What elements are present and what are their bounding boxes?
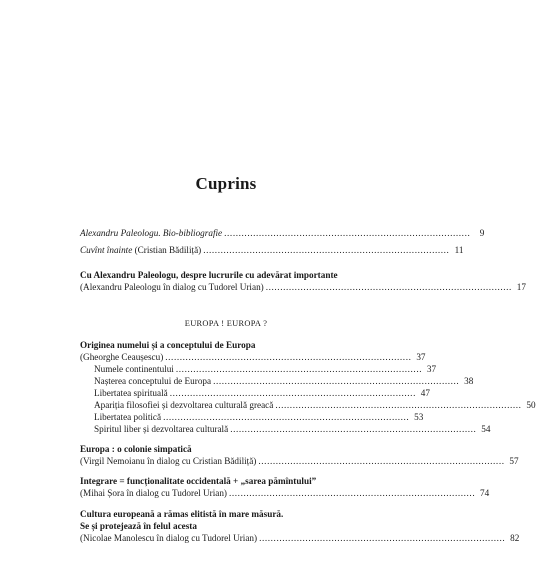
entry-subtitle: (Gheorghe Ceaușescu) xyxy=(80,352,164,362)
page-number: 54 xyxy=(481,424,491,434)
leader-dots: ..................................................................................... xyxy=(163,412,410,422)
toc-subentry xyxy=(94,364,437,375)
toc-subentry xyxy=(94,388,430,399)
leader-dots: ..................................................................................... xyxy=(224,228,471,238)
section-title: EUROPA ! EUROPA ? xyxy=(184,319,268,328)
page-number: 53 xyxy=(414,412,424,422)
toc-entry-origine xyxy=(80,352,426,363)
subentry-label: Nașterea conceptului de Europa xyxy=(94,376,212,386)
toc-entry-colonie xyxy=(80,456,519,467)
leader-dots: ..................................................................................... xyxy=(228,488,476,498)
toc-subentry xyxy=(94,376,474,387)
subentry-label: Libertatea politică xyxy=(94,412,162,422)
toc-heading-cultura-2: Se și protejează în felul acesta xyxy=(80,521,197,531)
entry-title-italic: Cuvînt înainte xyxy=(80,245,133,255)
entry-subtitle: (Alexandru Paleologu în dialog cu Tudorel Urian) xyxy=(80,282,264,292)
toc-entry-cultura xyxy=(80,533,520,544)
entry-title xyxy=(80,245,201,256)
leader-dots: ..................................................................................... xyxy=(213,376,460,386)
leader-dots: ..................................................................................... xyxy=(175,364,423,374)
entry-title: Alexandru Paleologu. Bio-bibliografie xyxy=(80,228,223,238)
entry-subtitle: (Mihai Șora în dialog cu Tudorel Urian) xyxy=(80,488,227,498)
page-number: 74 xyxy=(480,488,490,498)
toc-entry-cuvint xyxy=(80,245,464,256)
page-number: 37 xyxy=(416,352,426,362)
leader-dots: ..................................................................................... xyxy=(230,424,477,434)
leader-dots: ..................................................................................... xyxy=(265,282,512,292)
page-number: 50 xyxy=(526,400,536,410)
page-number: 47 xyxy=(420,388,430,398)
toc-entry-despre xyxy=(80,282,526,293)
page-number: 37 xyxy=(426,364,437,374)
toc-heading-colonie: Europa : o colonie simpatică xyxy=(80,444,192,454)
leader-dots: ..................................................................................... xyxy=(259,533,506,543)
page-number: 9 xyxy=(479,228,485,238)
page-number: 11 xyxy=(454,245,464,255)
leader-dots: ..................................................................................... xyxy=(203,245,450,255)
toc-entry-integrare xyxy=(80,488,490,499)
page-title: Cuprins xyxy=(195,174,257,193)
entry-subtitle: (Virgil Nemoianu în dialog cu Cristian Bădiliță) xyxy=(80,456,257,466)
toc-subentry xyxy=(94,424,491,435)
toc-subentry xyxy=(94,400,536,411)
entry-title-rest: (Cristian Bădiliță) xyxy=(132,245,202,255)
toc-heading-origine: Originea numelui și a conceptului de Europa xyxy=(80,340,256,350)
page-number: 82 xyxy=(510,533,520,543)
subentry-label: Numele continentului xyxy=(94,364,174,374)
subentry-label: Libertatea spirituală xyxy=(94,388,168,398)
toc-subentry xyxy=(94,412,424,423)
toc-heading-cultura-1: Cultura europeană a rămas elitistă în mare măsură. xyxy=(80,509,284,519)
leader-dots: ..................................................................................... xyxy=(165,352,412,362)
subentry-label: Spiritul liber și dezvoltarea culturală xyxy=(94,424,229,434)
leader-dots: ..................................................................................... xyxy=(275,400,522,410)
toc-heading-despre: Cu Alexandru Paleologu, despre lucrurile cu adevărat importante xyxy=(80,270,338,280)
subentry-label: Apariția filosofiei și dezvoltarea culturală greacă xyxy=(94,400,274,410)
leader-dots: ..................................................................................... xyxy=(258,456,505,466)
page-number: 38 xyxy=(464,376,474,386)
leader-dots: ..................................................................................... xyxy=(169,388,416,398)
page-number: 57 xyxy=(509,456,519,466)
entry-subtitle: (Nicolae Manolescu în dialog cu Tudorel Urian) xyxy=(80,533,258,543)
toc-entry-bio xyxy=(80,228,485,239)
toc-heading-integrare: Integrare = funcționalitate occidentală + „sarea pămîntului” xyxy=(80,476,317,486)
page-number: 17 xyxy=(516,282,526,292)
